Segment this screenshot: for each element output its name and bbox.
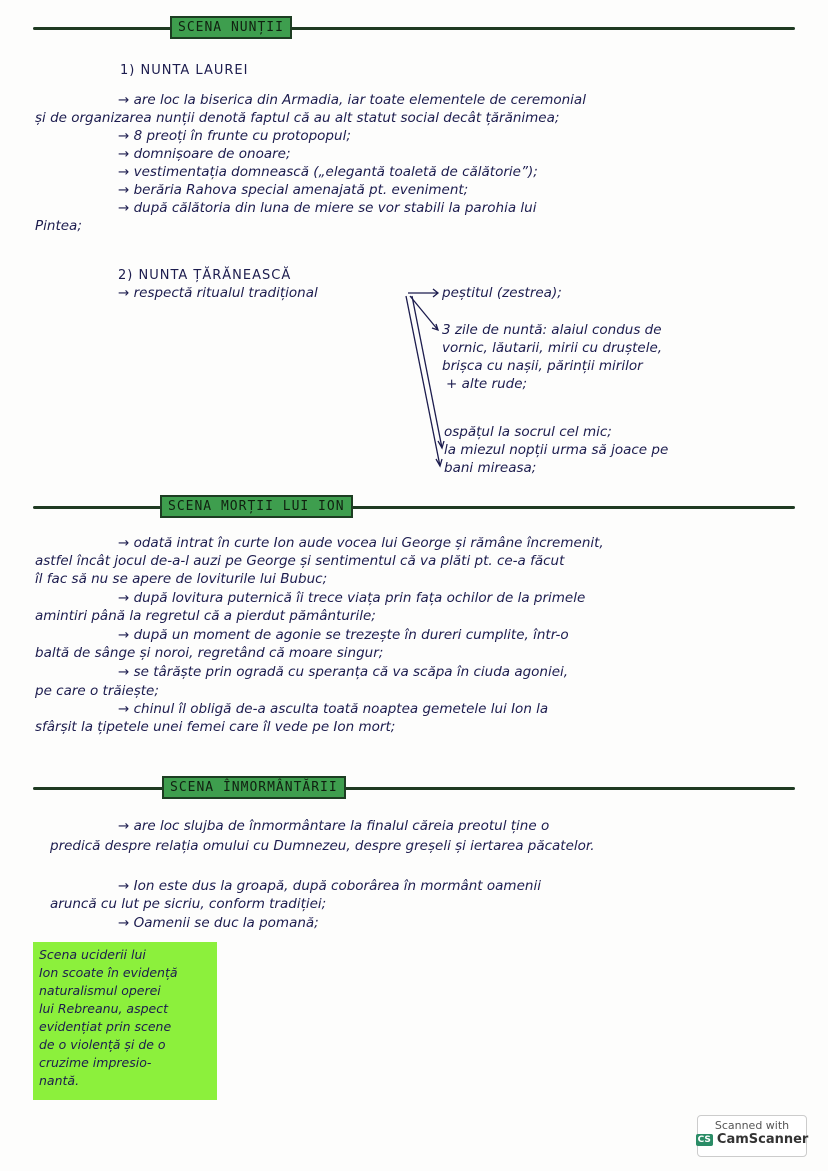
- text-line: → Ion este dus la groapă, după coborârea în mormânt oamenii: [118, 878, 541, 894]
- branch-text: + alte rude;: [446, 376, 528, 392]
- text-line: baltă de sânge și noroi, regretând că moare singur;: [35, 645, 384, 661]
- text-line: → după călătoria din luna de miere se vor stabili la parohia lui: [118, 200, 537, 216]
- text-line: Pintea;: [35, 218, 82, 234]
- note-line: de o violență și de o: [39, 1037, 166, 1052]
- text-line: → chinul îl obligă de-a asculta toată noaptea gemetele lui Ion la: [118, 701, 549, 717]
- branch-text: bani mireasa;: [444, 460, 537, 476]
- text-line: și de organizarea nunții denotă faptul că au alt statut social decât țărănimea;: [35, 110, 560, 126]
- watermark-brand: CamScanner: [716, 1132, 809, 1147]
- note-line: evidențiat prin scene: [39, 1019, 172, 1034]
- branch-text: peștitul (zestrea);: [442, 285, 562, 301]
- text-line: → vestimentația domnească („elegantă toaletă de călătorie”);: [118, 164, 538, 180]
- camscanner-watermark: [697, 1115, 807, 1157]
- note-line: lui Rebreanu, aspect: [39, 1001, 169, 1016]
- text-line: → după un moment de agonie se trezește în dureri cumplite, într-o: [118, 627, 569, 643]
- text-line: → berăria Rahova special amenajată pt. eveniment;: [118, 182, 469, 198]
- section-title-moarte: SCENA MORȚII LUI ION: [160, 495, 353, 518]
- section-title-inmormantare: SCENA ÎNMORMÂNTĂRII: [162, 776, 346, 799]
- branch-text: la miezul nopții urma să joace pe: [444, 442, 669, 458]
- camscanner-logo-icon: CS: [697, 1134, 711, 1145]
- text-line: → după lovitura puternică îi trece viața prin fața ochilor de la primele: [118, 590, 586, 606]
- text-line: astfel încât jocul de-a-l auzi pe George și sentimentul că va plăti pt. ce-a făcut: [35, 553, 565, 569]
- branch-text: brișca cu nașii, părinții mirilor: [442, 358, 643, 374]
- text-line: → se târăște prin ogradă cu speranța că va scăpa în ciuda agoniei,: [118, 664, 569, 680]
- text-line: → are loc slujba de înmormântare la finalul căreia preotul ține o: [118, 818, 550, 834]
- heading-nunta-taraneasca: 2) NUNTA ȚĂRĂNEASCĂ: [118, 268, 292, 283]
- text-line: predică despre relația omului cu Dumnezeu, despre greșeli și iertarea păcatelor.: [50, 838, 595, 854]
- text-line: îl fac să nu se apere de loviturile lui Bubuc;: [35, 571, 328, 587]
- text-line: → odată intrat în curte Ion aude vocea lui George și rămâne încremenit,: [118, 535, 604, 551]
- text-line: aruncă cu lut pe sicriu, conform tradiției;: [50, 896, 327, 912]
- text-line: → are loc la biserica din Armadia, iar toate elementele de ceremonial: [118, 92, 586, 108]
- text-line: amintiri până la regretul că a pierdut pământurile;: [35, 608, 376, 624]
- text-line: → respectă ritualul tradițional: [118, 285, 318, 301]
- branch-text: 3 zile de nuntă: alaiul condus de: [442, 322, 662, 338]
- section-divider: [33, 27, 795, 30]
- heading-nunta-laurei: 1) NUNTA LAUREI: [120, 63, 249, 78]
- note-line: Ion scoate în evidență: [39, 965, 178, 980]
- section-divider: [33, 506, 795, 509]
- watermark-caption: Scanned with: [714, 1119, 790, 1132]
- text-line: pe care o trăiește;: [35, 683, 159, 699]
- note-line: naturalismul operei: [39, 983, 161, 998]
- sticky-note: [33, 942, 217, 1100]
- note-line: nantă.: [39, 1073, 80, 1088]
- text-line: → Oamenii se duc la pomană;: [118, 915, 319, 931]
- section-title-nunta: SCENA NUNȚII: [170, 16, 292, 39]
- note-line: cruzime impresio-: [39, 1055, 152, 1070]
- branch-text: vornic, lăutarii, mirii cu druștele,: [442, 340, 663, 356]
- section-divider: [33, 787, 795, 790]
- text-line: sfârșit la țipetele unei femei care îl vede pe Ion mort;: [35, 719, 396, 735]
- note-line: Scena uciderii lui: [39, 947, 146, 962]
- text-line: → 8 preoți în frunte cu protopopul;: [118, 128, 351, 144]
- text-line: → domnișoare de onoare;: [118, 146, 291, 162]
- branch-text: ospățul la socrul cel mic;: [444, 424, 612, 440]
